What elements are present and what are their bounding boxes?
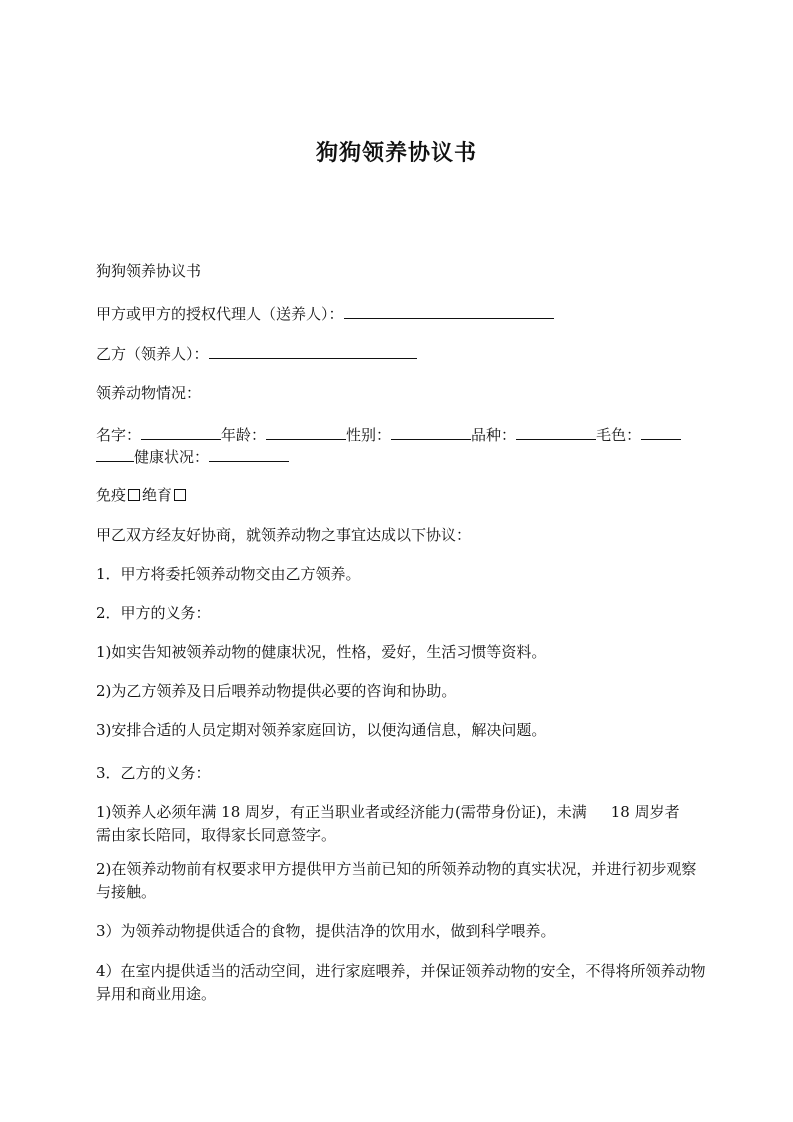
health-row: [96, 445, 289, 468]
party-b-duty-1-line1: [96, 801, 680, 823]
party-a-label: 甲方或甲方的授权代理人（送养人）：: [96, 305, 344, 323]
name-label: 名字：: [96, 426, 142, 444]
age-label: 年龄：: [221, 426, 267, 444]
clause-1: 1．甲方将委托领养动物交由乙方领养。: [96, 565, 361, 583]
sterilized-label: 绝育: [142, 486, 173, 504]
party-a-duty-3: 3)安排合适的人员定期对领养家庭回访，以便沟通信息，解决问题。: [96, 721, 547, 739]
party-b-duty-4: 4）在室内提供适当的活动空间，进行家庭喂养，并保证领养动物的安全，不得将所领养动物异用和商业用途。: [96, 962, 706, 1003]
gender-blank[interactable]: [391, 423, 471, 440]
breed-blank[interactable]: [516, 423, 596, 440]
sterilized-checkbox[interactable]: [174, 489, 186, 501]
party-b-blank[interactable]: [209, 342, 417, 359]
intro-text: 甲乙双方经友好协商，就领养动物之事宜达成以下协议：: [96, 526, 472, 544]
clause-3-heading: 3．乙方的义务：: [96, 764, 211, 782]
vaccine-checkbox[interactable]: [128, 489, 140, 501]
color-blank-continued[interactable]: [96, 445, 134, 462]
party-b-duty-2: 2)在领养动物前有权要求甲方提供甲方当前已知的所领养动物的真实状况，并进行初步观察与接触。: [96, 860, 697, 901]
color-label: 毛色：: [596, 426, 642, 444]
animal-info-label: 领养动物情况：: [96, 384, 202, 402]
party-b-duty-1-tail: 18 周岁者: [610, 803, 680, 821]
breed-label: 品种：: [471, 426, 517, 444]
clause-2-heading: 2．甲方的义务：: [96, 604, 211, 622]
party-a-blank[interactable]: [344, 302, 554, 319]
subtitle: 狗狗领养协议书: [96, 262, 202, 280]
name-blank[interactable]: [141, 423, 221, 440]
health-label: 健康状况：: [134, 448, 210, 466]
party-b-duty-3: 3）为领养动物提供适合的食物，提供洁净的饮用水，做到科学喂养。: [96, 922, 556, 940]
party-b-label: 乙方（领养人）：: [96, 345, 209, 363]
color-blank[interactable]: [641, 423, 681, 440]
age-blank[interactable]: [266, 423, 346, 440]
party-b-row: [96, 342, 417, 365]
vaccine-label: 免疫: [96, 486, 127, 504]
party-a-duty-1: 1)如实告知被领养动物的健康状况，性格，爱好，生活习惯等资料。: [96, 643, 547, 661]
gender-label: 性别：: [346, 426, 392, 444]
page-title: 狗狗领养协议书: [315, 141, 477, 166]
checkbox-row: [96, 484, 188, 506]
health-blank[interactable]: [209, 445, 289, 462]
party-b-duty-1-text: 1)领养人必须年满 18 周岁，有正当职业者或经济能力(需带身份证)，未满: [96, 803, 587, 821]
party-b-duty-1-line2: 需由家长陪同，取得家长同意签字。: [96, 826, 337, 844]
party-a-row: [96, 302, 554, 325]
party-a-duty-2: 2)为乙方领养及日后喂养动物提供必要的咨询和协助。: [96, 682, 457, 700]
animal-fields-row: [96, 423, 681, 446]
